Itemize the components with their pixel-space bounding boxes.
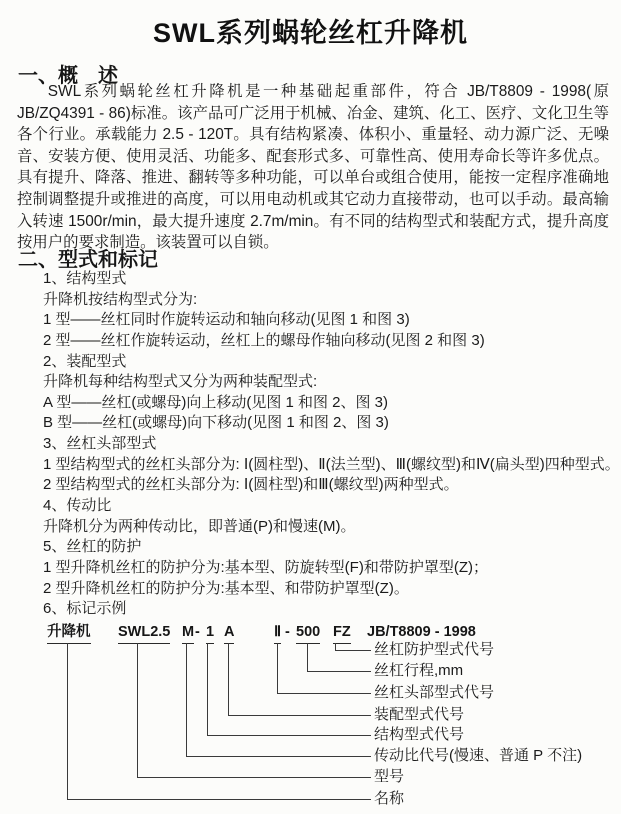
list-item: 1 型——丝杠同时作旋转运动和轴向移动(见图 1 和图 3) bbox=[43, 311, 410, 329]
code-model: SWL2.5 bbox=[118, 625, 170, 644]
diagram-label-model: 型号 bbox=[374, 768, 405, 785]
code-protection: FZ bbox=[333, 625, 351, 644]
diagram-label-protection: 丝杠防护型式代号 bbox=[374, 641, 495, 658]
section-heading-overview: 一、概 述 bbox=[18, 65, 118, 87]
code-name: 升降机 bbox=[47, 625, 91, 644]
overview-paragraph: SWL系列蜗轮丝杠升降机是一种基础起重部件，符合 JB/T8809 - 1998(原 JB/ZQ4391 - 86)标准。该产品可广泛用于机械、冶金、建筑、化工、医疗、文化卫生等各个行业。承载能力 2.5 - 120T。具有结构紧凑、体积小、重量轻、动力源广泛、无噪音、安装方便、使用灵活、功能多、配套形式多、可靠性高、使用寿命长等许多优点。具有提升、降落、推进、翻转等多种功能，可以单台或组合使用，能按一定程序准确地控制调整提升或推进的高度，可以用电动机或其它动力直接带动，也可以手动。最高输入转速 1500r/min，最大提升速度 2.7m/min。有不同的结构型式和装配方式，提升高度按用户的要求制造。该装置可以自锁。 bbox=[17, 83, 609, 252]
list-item: 2 型升降机丝杠的防护分为:基本型、和带防护罩型(Z)。 bbox=[43, 579, 409, 597]
list-item: 1、结构型式 bbox=[43, 270, 127, 287]
diagram-label-structure: 结构型式代号 bbox=[374, 726, 465, 743]
code-assembly: A bbox=[224, 625, 234, 644]
connector-line-name bbox=[67, 643, 371, 800]
list-item: 5、丝杠的防护 bbox=[43, 538, 142, 556]
list-item: 升降机每种结构型式又分为两种装配型式: bbox=[43, 373, 318, 391]
diagram-label-assembly: 装配型式代号 bbox=[374, 706, 465, 723]
page-title: SWL系列蜗轮丝杠升降机 bbox=[153, 18, 468, 48]
type-item-list bbox=[43, 269, 620, 620]
code-structure: 1 bbox=[206, 625, 214, 644]
list-item: 4、传动比 bbox=[43, 497, 112, 515]
list-item: 3、丝杠头部型式 bbox=[43, 435, 157, 453]
code-standard: JB/T8809 - 1998 bbox=[367, 624, 476, 640]
list-item: 6、标记示例 bbox=[43, 600, 127, 618]
list-item: 2 型——丝杠作旋转运动，丝杠上的螺母作轴向移动(见图 2 和图 3) bbox=[43, 331, 485, 349]
list-item: 升降机按结构型式分为: bbox=[43, 290, 198, 308]
list-item: 升降机分为两种传动比，即普通(P)和慢速(M)。 bbox=[43, 517, 356, 535]
diagram-label-travel: 丝杠行程,mm bbox=[374, 662, 464, 679]
code-dash: - bbox=[195, 624, 200, 640]
list-item: 2、装配型式 bbox=[43, 352, 127, 370]
diagram-label-name: 名称 bbox=[374, 790, 405, 807]
code-ratio: M bbox=[182, 625, 194, 644]
code-head: Ⅱ bbox=[274, 625, 281, 644]
marking-example-diagram bbox=[0, 620, 621, 814]
section-heading-types: 二、型式和标记 bbox=[18, 249, 158, 271]
list-item: B 型——丝杠(或螺母)向下移动(见图 1 和图 2、图 3) bbox=[43, 414, 389, 432]
code-travel: 500 bbox=[296, 625, 320, 644]
list-item: A 型——丝杠(或螺母)向上移动(见图 1 和图 2、图 3) bbox=[43, 393, 389, 411]
code-dash: - bbox=[285, 624, 290, 640]
diagram-label-ratio: 传动比代号(慢速、普通 P 不注) bbox=[374, 747, 583, 764]
list-item: 1 型结构型式的丝杠头部分为: Ⅰ(圆柱型)、Ⅱ(法兰型)、Ⅲ(螺纹型)和Ⅳ(扁头型)四种型式。 bbox=[43, 455, 620, 473]
diagram-label-head: 丝杠头部型式代号 bbox=[374, 684, 495, 701]
list-item: 2 型结构型式的丝杠头部分为: Ⅰ(圆柱型)和Ⅲ(螺纹型)两种型式。 bbox=[43, 476, 459, 494]
list-item: 1 型升降机丝杠的防护分为:基本型、防旋转型(F)和带防护罩型(Z)； bbox=[43, 558, 488, 576]
